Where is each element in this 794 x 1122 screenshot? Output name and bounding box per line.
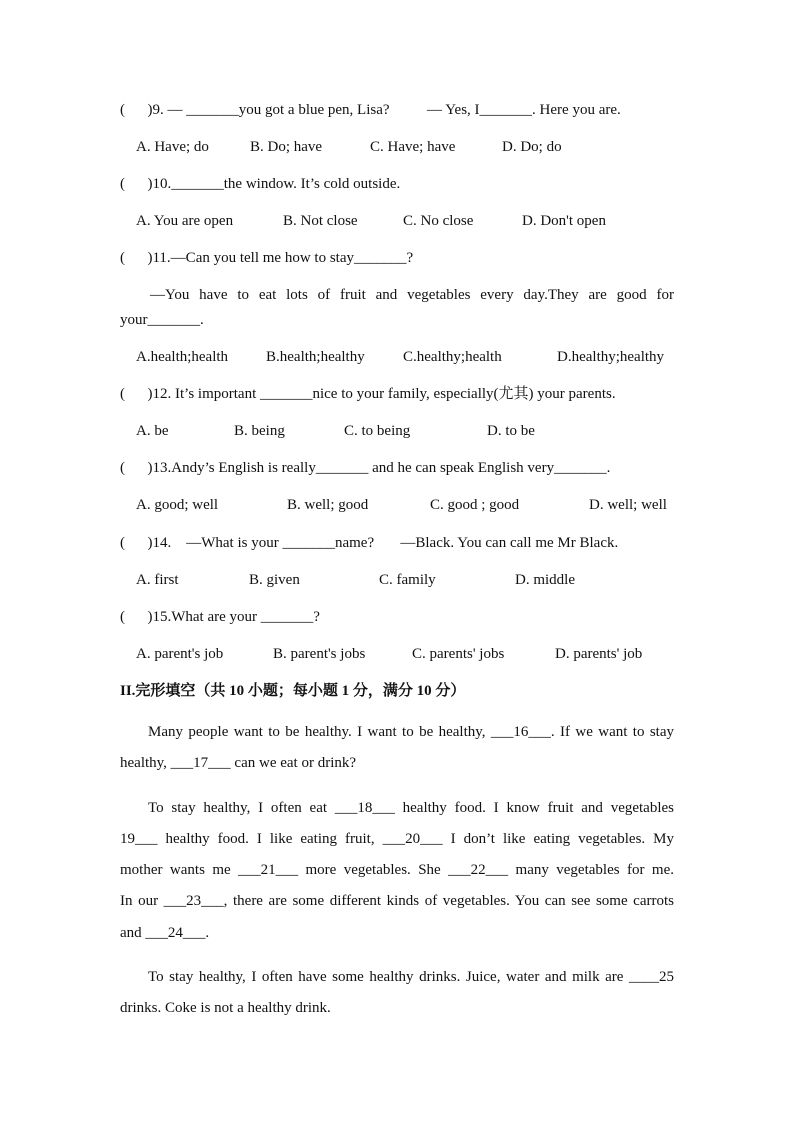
paragraph-1-line-2: healthy, ___17___ can we eat or drink? bbox=[120, 755, 357, 771]
option-d: D. Don't open bbox=[522, 213, 606, 229]
paragraph-1-line-1: Many people want to be healthy. I want to be healthy, ___16___. If we want to stay bbox=[148, 724, 674, 740]
option-a: A. parent's job bbox=[136, 646, 224, 662]
option-c: C. No close bbox=[403, 213, 474, 229]
option-a: A.health;health bbox=[136, 349, 229, 365]
question-14-options bbox=[136, 571, 674, 589]
option-c: C. parents' jobs bbox=[412, 646, 505, 662]
option-d: D. middle bbox=[515, 572, 575, 588]
option-c: C. family bbox=[379, 572, 436, 588]
option-a: A. You are open bbox=[136, 213, 234, 229]
option-b: B. being bbox=[234, 423, 285, 439]
question-11-reply: —You have to eat lots of fruit and vegetables every day.They are good for bbox=[150, 287, 674, 303]
option-a: A. be bbox=[136, 423, 169, 439]
paragraph-2-line-2: 19___ healthy food. I like eating fruit, ___20___ I don’t like eating vegetables. My bbox=[120, 831, 674, 847]
option-d: D.healthy;healthy bbox=[557, 349, 665, 365]
option-b: B. Do; have bbox=[250, 139, 323, 155]
question-14-stem: ( )14. —What is your _______name? —Black. You can call me Mr Black. bbox=[120, 535, 619, 551]
question-13-options bbox=[136, 496, 674, 514]
question-12-stem: ( )12. It’s important _______nice to your family, especially(尤其) your parents. bbox=[120, 386, 616, 402]
question-10-stem: ( )10._______the window. It’s cold outside. bbox=[120, 176, 401, 192]
question-15-options bbox=[136, 645, 674, 663]
paragraph-2-line-3: mother wants me ___21___ more vegetables. She ___22___ many vegetables for me. bbox=[120, 862, 674, 878]
option-b: B.health;healthy bbox=[266, 349, 365, 365]
option-a: A. Have; do bbox=[136, 139, 209, 155]
option-c: C. to being bbox=[344, 423, 411, 439]
option-a: A. good; well bbox=[136, 497, 219, 513]
option-b: B. well; good bbox=[287, 497, 369, 513]
question-11-options bbox=[136, 348, 674, 366]
paragraph-3-line-1: To stay healthy, I often have some healthy drinks. Juice, water and milk are ____25 bbox=[148, 969, 674, 985]
question-10-options bbox=[136, 212, 674, 230]
option-c: C. good ; good bbox=[430, 497, 520, 513]
option-d: D. well; well bbox=[589, 497, 667, 513]
question-9-stem: ( )9. — _______you got a blue pen, Lisa? — Yes, I_______. Here you are. bbox=[120, 102, 621, 118]
option-b: B. parent's jobs bbox=[273, 646, 366, 662]
paragraph-2-line-4: In our ___23___, there are some different kinds of vegetables. You can see some carrots bbox=[120, 893, 674, 909]
question-13-stem: ( )13.Andy’s English is really_______ and he can speak English very_______. bbox=[120, 460, 611, 476]
option-c: C. Have; have bbox=[370, 139, 456, 155]
paragraph-2-line-5: and ___24___. bbox=[120, 925, 210, 941]
paragraph-2-line-1: To stay healthy, I often eat ___18___ healthy food. I know fruit and vegetables bbox=[148, 800, 674, 816]
option-d: D. to be bbox=[487, 423, 535, 439]
question-15-stem: ( )15.What are your _______? bbox=[120, 609, 320, 625]
option-d: D. Do; do bbox=[502, 139, 562, 155]
section-title: II.完形填空（共 10 小题；每小题 1 分，满分 10 分） bbox=[120, 683, 466, 699]
option-c: C.healthy;health bbox=[403, 349, 502, 365]
question-11-reply-cont: your_______. bbox=[120, 312, 204, 328]
option-b: B. Not close bbox=[283, 213, 358, 229]
paragraph-3-line-2: drinks. Coke is not a healthy drink. bbox=[120, 1000, 331, 1016]
question-12-options bbox=[136, 422, 674, 440]
option-b: B. given bbox=[249, 572, 300, 588]
option-d: D. parents' job bbox=[555, 646, 643, 662]
option-a: A. first bbox=[136, 572, 179, 588]
question-11-stem: ( )11.—Can you tell me how to stay_______? bbox=[120, 250, 414, 266]
question-9-options bbox=[136, 138, 674, 156]
